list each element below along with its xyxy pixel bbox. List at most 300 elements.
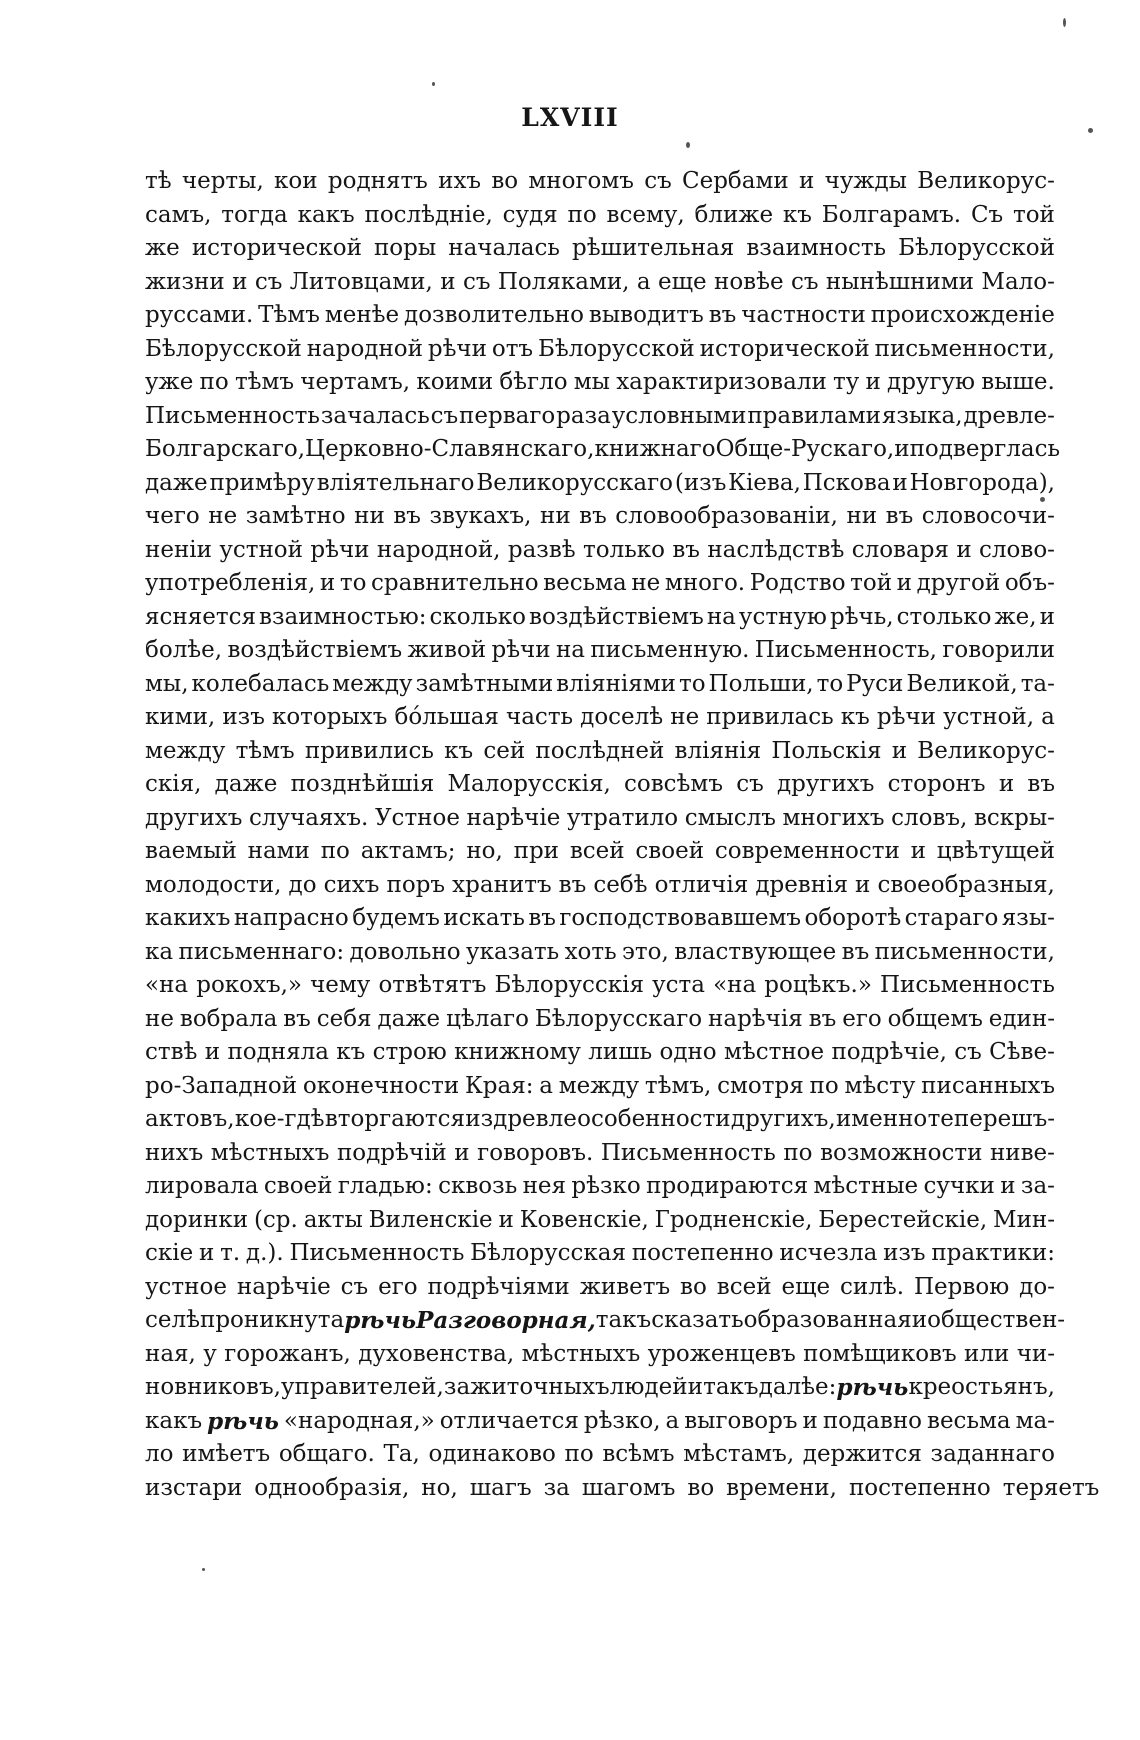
- word: на: [555, 637, 585, 663]
- word: общаго.: [278, 1441, 375, 1467]
- word: Малорусскія,: [447, 771, 611, 797]
- word: Руси: [846, 670, 904, 697]
- word: не: [145, 1005, 174, 1032]
- word: другой: [916, 570, 1001, 596]
- word: изстари: [145, 1474, 243, 1501]
- word: наслѣдствѣ: [707, 536, 845, 563]
- word: та-: [1020, 670, 1055, 697]
- word: Письменность,: [754, 637, 937, 663]
- word: всему,: [606, 201, 685, 228]
- word: коими: [416, 369, 494, 395]
- text-line: [145, 366, 1055, 400]
- word: всѣмъ: [602, 1441, 675, 1467]
- word: съ: [644, 168, 672, 194]
- body-text: [145, 165, 1100, 1505]
- word: во: [687, 1474, 715, 1501]
- word: вторгаются: [324, 1106, 465, 1132]
- word: хоть: [564, 938, 617, 965]
- word: нея: [522, 1173, 567, 1199]
- word: воздѣйствіемъ: [227, 637, 403, 663]
- word: довольно: [349, 938, 461, 965]
- word: горожанъ,: [224, 1340, 351, 1367]
- word: мѣстное: [723, 1039, 825, 1065]
- word: за-: [1020, 1173, 1055, 1199]
- word: но,: [421, 1474, 458, 1501]
- word: рѣчь: [836, 1374, 909, 1401]
- word: какихъ: [145, 905, 231, 931]
- word: постепенно: [848, 1474, 991, 1501]
- word: и: [798, 168, 815, 194]
- word: не: [631, 570, 661, 596]
- word: Письменность: [880, 972, 1055, 998]
- word: колебалась: [191, 670, 330, 697]
- word: даже: [145, 469, 208, 496]
- word: замѣтно: [245, 503, 346, 529]
- word: еще: [781, 1273, 831, 1300]
- word: возможности: [820, 1139, 983, 1166]
- word: это,: [622, 938, 669, 965]
- word: сей: [483, 737, 526, 764]
- word: по: [320, 838, 350, 864]
- word: въ: [708, 302, 737, 328]
- word: въ: [885, 503, 914, 529]
- word: зачалась: [320, 402, 430, 429]
- word: нихъ: [145, 1139, 204, 1166]
- text-line: [145, 1003, 1055, 1037]
- word: рѣзко,: [583, 1407, 661, 1434]
- word: скія,: [145, 771, 202, 797]
- word: развѣ: [507, 536, 576, 563]
- text-line: [145, 1405, 1055, 1439]
- word: въ: [579, 503, 607, 529]
- word: древле-: [963, 402, 1055, 429]
- word: а: [539, 1072, 553, 1099]
- word: подавно: [822, 1407, 923, 1434]
- word: подверглась: [909, 436, 1060, 462]
- word: бѣгло: [499, 369, 568, 395]
- word: раза: [556, 402, 611, 429]
- word: времени,: [726, 1474, 837, 1501]
- word: а: [636, 268, 651, 295]
- word: мѣстныхъ: [210, 1139, 330, 1166]
- word: имѣетъ: [182, 1441, 271, 1467]
- word: Письменность: [289, 1240, 465, 1266]
- word: указать: [466, 938, 560, 965]
- word: менѣе: [324, 302, 400, 328]
- word: мѣстныхъ: [521, 1340, 641, 1367]
- word: рѣчи: [427, 335, 487, 362]
- word: письменную.: [590, 637, 750, 663]
- word: утратило: [566, 804, 679, 831]
- word: подрѣчіями: [427, 1273, 570, 1300]
- word: ближе: [694, 201, 774, 228]
- word: въ: [1027, 771, 1055, 797]
- word: всей: [569, 838, 625, 864]
- word: Польскія: [771, 737, 882, 764]
- word: одно: [659, 1039, 717, 1065]
- word: лировала: [145, 1173, 259, 1199]
- text-line: [145, 1137, 1055, 1171]
- word: нарѣчіе: [466, 804, 561, 831]
- word: народной,: [376, 536, 501, 563]
- word: и: [440, 268, 456, 295]
- word: во: [491, 168, 519, 194]
- word: цвѣтущей: [936, 838, 1055, 864]
- word: другихъ: [145, 804, 243, 831]
- word: по: [564, 1441, 594, 1467]
- scan-speck: [686, 142, 690, 148]
- word: шагомъ: [581, 1474, 676, 1501]
- word: рѣчь: [344, 1307, 417, 1334]
- word: рѣчи: [876, 704, 937, 730]
- word: продираются: [646, 1173, 809, 1199]
- text-line: [145, 802, 1055, 836]
- word: во: [680, 1273, 707, 1300]
- text-line: [145, 1472, 1100, 1506]
- text-line: [145, 467, 1055, 501]
- word: между: [558, 1072, 640, 1099]
- word: какъ: [145, 1407, 203, 1434]
- word: въ: [808, 1005, 837, 1032]
- word: а: [665, 1407, 680, 1434]
- word: лишь: [588, 1039, 653, 1065]
- word: же,: [994, 603, 1037, 630]
- word: его: [842, 1005, 882, 1032]
- word: и: [204, 1039, 221, 1065]
- word: заданнаго: [930, 1441, 1055, 1467]
- word: сучки: [923, 1173, 995, 1199]
- word: практики:: [931, 1240, 1055, 1266]
- text-line: [145, 165, 1055, 199]
- word: силѣ.: [840, 1273, 905, 1300]
- word: себѣ: [593, 871, 648, 898]
- word: же: [145, 235, 180, 261]
- word: актовъ,: [145, 1106, 235, 1132]
- word: искать: [443, 905, 525, 931]
- word: Та,: [383, 1441, 420, 1467]
- word: Берестейскіе,: [818, 1206, 988, 1233]
- word: сихъ: [323, 871, 380, 898]
- text-line: [145, 1170, 1055, 1204]
- word: не: [670, 704, 700, 730]
- text-line: [145, 333, 1055, 367]
- word: сравнительно: [371, 570, 539, 596]
- word: напрасно: [233, 905, 349, 931]
- word: съ: [254, 268, 283, 295]
- word: то: [816, 670, 844, 697]
- word: «на: [145, 972, 189, 998]
- text-line: [145, 835, 1055, 869]
- word: един-: [988, 1005, 1055, 1032]
- word: своей: [635, 838, 705, 864]
- word: Великорус-: [917, 168, 1055, 194]
- word: Бѣлорусскаго: [534, 1005, 703, 1032]
- word: Поляками,: [497, 268, 630, 295]
- word: отличается: [439, 1407, 579, 1434]
- word: мы: [573, 369, 610, 395]
- word: Гродненскіе,: [654, 1206, 813, 1233]
- word: выше.: [981, 369, 1055, 395]
- word: зажиточныхъ: [443, 1374, 610, 1400]
- word: Письменность: [145, 402, 320, 429]
- word: «на: [713, 972, 757, 998]
- word: издревле: [465, 1106, 577, 1132]
- word: кое-гдѣ: [234, 1106, 325, 1132]
- word: и: [891, 737, 908, 764]
- word: рѣшительная: [571, 235, 735, 261]
- word: Мало-: [981, 268, 1055, 295]
- word: весьма: [927, 1407, 1011, 1434]
- word: Ковенскіе,: [519, 1206, 649, 1233]
- word: Края:: [465, 1072, 534, 1099]
- word: Виленскіе: [368, 1206, 493, 1233]
- word: черты,: [181, 168, 264, 194]
- word: устную: [738, 603, 827, 630]
- word: послѣдніе,: [364, 201, 493, 228]
- word: часть: [506, 704, 574, 730]
- word: управителей,: [281, 1374, 444, 1400]
- word: не: [208, 503, 238, 529]
- word: языка,: [881, 402, 963, 429]
- word: и: [910, 838, 926, 864]
- word: даже: [214, 771, 278, 797]
- text-line: [145, 701, 1055, 735]
- text-line: [145, 1338, 1055, 1372]
- text-line: [145, 969, 1055, 1003]
- word: хранитъ: [452, 871, 552, 898]
- word: ту: [833, 369, 860, 395]
- word: чертамъ,: [300, 369, 411, 395]
- word: рѣчи: [491, 637, 551, 663]
- word: древнія: [755, 871, 848, 898]
- word: и: [998, 771, 1015, 797]
- word: вліянія: [674, 737, 762, 764]
- word: письменнаго:: [178, 938, 345, 965]
- word: словосочи-: [921, 503, 1055, 529]
- text-line: [145, 500, 1055, 534]
- word: той: [850, 570, 893, 596]
- word: ро-Западной: [145, 1072, 298, 1099]
- word: въ: [283, 1005, 311, 1032]
- word: и: [802, 1407, 818, 1434]
- word: устной,: [943, 704, 1035, 730]
- text-line: [145, 1204, 1055, 1238]
- word: другую: [887, 369, 976, 395]
- word: Церковно-Славянскаго,: [305, 436, 595, 462]
- word: по: [783, 1139, 813, 1166]
- word: къ: [444, 737, 474, 764]
- word: проникнута: [199, 1307, 345, 1333]
- word: чему: [310, 972, 371, 998]
- word: судя: [502, 201, 558, 228]
- word: ствѣ: [145, 1039, 198, 1065]
- word: Первою: [914, 1273, 1010, 1300]
- word: а: [1041, 704, 1055, 730]
- word: смыслъ: [684, 804, 776, 831]
- scan-speck: [1088, 128, 1093, 133]
- word: за: [543, 1474, 570, 1501]
- word: уста: [652, 972, 705, 998]
- word: совсѣмъ: [624, 771, 723, 797]
- word: руссами.: [145, 302, 254, 328]
- word: Болгарамъ.: [821, 201, 962, 228]
- word: теперешъ-: [927, 1106, 1055, 1132]
- word: то: [339, 570, 367, 596]
- word: тѣмъ: [234, 369, 295, 395]
- word: сколько: [429, 603, 527, 630]
- text-line: [145, 1304, 1066, 1338]
- word: къ: [782, 201, 812, 228]
- word: много.: [664, 570, 746, 596]
- word: язы-: [1001, 905, 1055, 931]
- word: его: [378, 1273, 418, 1300]
- word: той: [1012, 201, 1055, 228]
- word: Бѣлорусской: [145, 335, 302, 362]
- word: рѣзко: [571, 1173, 641, 1199]
- word: употребленія,: [145, 570, 316, 596]
- word: объ-: [1004, 570, 1055, 596]
- word: случаяхъ.: [248, 804, 369, 831]
- word: то: [678, 670, 706, 697]
- word: оконечности: [302, 1072, 460, 1099]
- word: съ: [736, 771, 764, 797]
- scan-speck: [1063, 18, 1066, 27]
- word: помѣщиковъ: [803, 1340, 957, 1367]
- word: актамъ;: [360, 838, 456, 864]
- word: уже: [145, 369, 194, 395]
- text-line: [145, 400, 1055, 434]
- word: и: [855, 871, 871, 898]
- word: бо́льшая: [394, 704, 499, 730]
- word: вобрала: [179, 1005, 278, 1032]
- word: или: [964, 1340, 1010, 1367]
- text-line: [145, 735, 1055, 769]
- word: въ: [672, 536, 700, 563]
- word: взаимность: [746, 235, 887, 261]
- word: вліятельнаго: [316, 469, 475, 496]
- word: мы,: [145, 670, 189, 697]
- word: живетъ: [579, 1273, 671, 1300]
- word: Письменность: [600, 1139, 776, 1166]
- word: говорили: [942, 637, 1055, 663]
- word: нами: [247, 838, 310, 864]
- word: отъ: [491, 335, 534, 362]
- word: Болгарскаго,: [145, 436, 306, 462]
- text-line: [145, 534, 1055, 568]
- word: кими,: [145, 704, 216, 730]
- word: оборотѣ: [804, 905, 902, 931]
- word: до: [288, 871, 317, 898]
- word: такъ: [703, 1374, 759, 1400]
- word: исторической: [699, 335, 870, 362]
- word: именно: [835, 1106, 928, 1132]
- word: говоровъ.: [477, 1139, 594, 1166]
- word: ло: [145, 1441, 174, 1467]
- word: господствовавшемъ: [559, 905, 802, 931]
- word: съ: [430, 402, 459, 429]
- text-line: [145, 869, 1055, 903]
- word: общемъ: [887, 1005, 983, 1032]
- word: Мин-: [993, 1206, 1055, 1233]
- word: и: [454, 1139, 470, 1166]
- word: условными: [611, 402, 747, 429]
- word: Бѣлорусская: [470, 1240, 627, 1266]
- word: при: [513, 838, 560, 864]
- word: позднѣйшія: [290, 771, 435, 797]
- word: многомъ: [528, 168, 634, 194]
- word: и: [911, 1307, 928, 1333]
- word: привилась: [706, 704, 834, 730]
- word: съ: [340, 1273, 369, 1300]
- word: креостьянъ,: [908, 1374, 1055, 1400]
- word: изъ: [883, 1240, 926, 1266]
- word: роднятъ: [327, 168, 428, 194]
- word: письменности,: [874, 335, 1055, 362]
- word: по: [199, 369, 229, 395]
- word: подрѣчіе,: [831, 1039, 947, 1065]
- word: письменности,: [874, 938, 1055, 965]
- word: къ: [840, 704, 870, 730]
- word: и: [1000, 1173, 1016, 1199]
- word: своеобразныя,: [877, 871, 1055, 898]
- word: и: [892, 469, 908, 496]
- word: въ: [558, 871, 587, 898]
- word: исчезла: [779, 1240, 878, 1266]
- word: акты: [303, 1206, 363, 1233]
- text-line: [145, 199, 1055, 233]
- word: Литовцами,: [289, 268, 433, 295]
- word: особенности: [577, 1106, 731, 1132]
- text-line: [145, 1237, 1055, 1271]
- word: роцѣкъ.»: [764, 972, 872, 998]
- word: исторической: [191, 235, 362, 261]
- word: по: [809, 1072, 839, 1099]
- word: нынѣшними: [825, 268, 975, 295]
- word: вліяніями: [556, 670, 676, 697]
- word: Новгорода),: [909, 469, 1055, 496]
- word: словообразованіи,: [615, 503, 838, 529]
- word: и: [498, 1206, 514, 1233]
- word: которыхъ: [271, 704, 388, 730]
- word: властвующее: [674, 938, 837, 965]
- page-number: LXVIII: [521, 103, 619, 132]
- text-line: [145, 1036, 1055, 1070]
- word: строю: [372, 1039, 447, 1065]
- word: ма-: [1015, 1407, 1055, 1434]
- word: ни: [846, 503, 878, 529]
- word: обществен-: [927, 1307, 1066, 1333]
- word: такъ: [595, 1307, 652, 1333]
- word: на: [706, 603, 736, 630]
- text-line: [145, 668, 1055, 702]
- word: въ: [393, 503, 421, 529]
- word: и: [894, 436, 910, 462]
- word: Съ: [970, 201, 1004, 228]
- word: неніи: [145, 536, 212, 563]
- word: взаимностью:: [259, 603, 427, 630]
- word: съ: [462, 268, 491, 295]
- word: частности: [741, 302, 866, 328]
- word: только: [583, 536, 665, 563]
- word: смотря: [717, 1072, 804, 1099]
- word: происхожденіе: [870, 302, 1055, 328]
- word: д.).: [245, 1240, 284, 1266]
- word: теряетъ: [1002, 1474, 1100, 1501]
- word: мѣстамъ,: [683, 1441, 795, 1467]
- word: другихъ: [776, 771, 875, 797]
- word: книжнаго: [594, 436, 716, 462]
- word: рокохъ,»: [196, 972, 302, 998]
